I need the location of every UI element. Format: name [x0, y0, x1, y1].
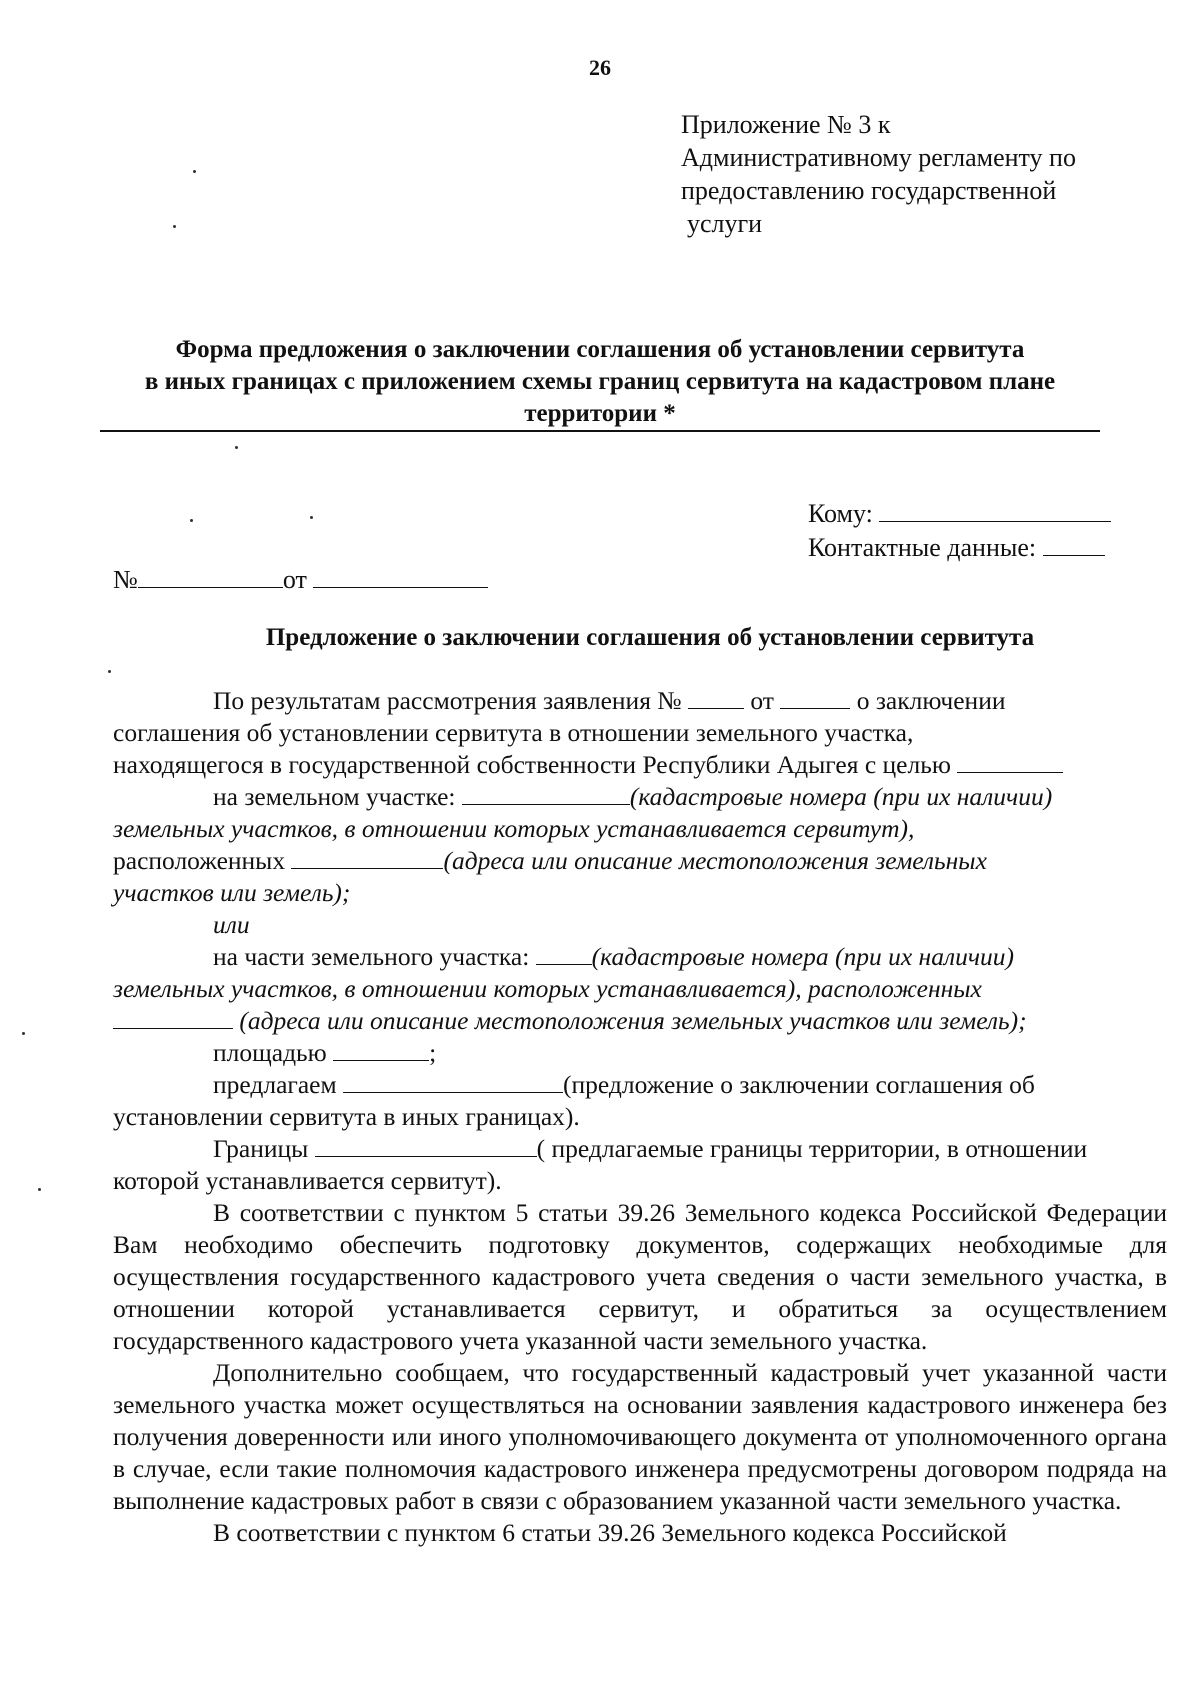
text: земельных участков, в отношении которых устанавливается), расположенных [113, 974, 982, 1003]
text: ( предлагаемые границы территории, в отношении [536, 1134, 1088, 1163]
appendix-note [681, 108, 1151, 240]
text: предлагаем [213, 1070, 337, 1099]
address-field[interactable] [291, 846, 443, 869]
scan-speck [108, 670, 111, 673]
scan-speck [38, 1188, 41, 1191]
contacts-field[interactable] [1043, 533, 1105, 556]
cadastral-part-field[interactable] [536, 942, 592, 965]
scan-speck [193, 170, 196, 173]
date-field[interactable] [313, 565, 488, 588]
paragraph [113, 845, 1167, 877]
text: земельных участков, в отношении которых устанавливается сервитут), [113, 814, 915, 843]
paragraph: Дополнительно сообщаем, что государственный кадастровый учет указанной части земельного участка может осуществляться на основании заявления кадастрового инженера без получения доверенности или иного уполномочивающего документа от уполномоченного органа в случае, если такие полномочия кадастрового инженера предусмотрены договором подряда на выполнение кадастровых работ в связи с образованием указанной части земельного участка. [113, 1358, 1167, 1515]
paragraph [113, 1133, 1167, 1165]
purpose-field[interactable] [957, 750, 1063, 773]
text: находящегося в государственной собственности Республики Адыгея с целью [113, 750, 951, 779]
recipient-block [808, 497, 1138, 565]
paragraph [113, 973, 1167, 1005]
paragraph [113, 749, 1167, 781]
text: о заключении [856, 686, 1006, 715]
form-title-line: территории * [100, 398, 1100, 432]
proposal-heading: Предложение о заключении соглашения об установлении сервитута [265, 624, 1035, 651]
area-field[interactable] [333, 1038, 429, 1061]
to-label: Кому: [808, 499, 873, 528]
form-title-line: Форма предложения о заключении соглашения об установлении сервитута [175, 336, 1025, 363]
document-number-line [113, 564, 488, 596]
paragraph [113, 941, 1167, 973]
paragraph: или [213, 910, 250, 939]
scan-speck [190, 519, 193, 522]
text: (кадастровые номера (при их наличии) [629, 782, 1053, 811]
paragraph [113, 1037, 1167, 1069]
form-title-line: в иных границах с приложением схемы границ сервитута на кадастровом плане [144, 368, 1056, 395]
form-title [100, 334, 1100, 432]
scan-speck [310, 516, 313, 519]
page-number: 26 [589, 55, 611, 80]
text: от [750, 686, 774, 715]
paragraph: которой устанавливается сервитут). [113, 1166, 502, 1195]
text: ; [429, 1038, 437, 1067]
contacts-label: Контактные данные: [808, 533, 1037, 562]
paragraph [113, 781, 1167, 813]
address-part-field[interactable] [113, 1006, 233, 1029]
scan-speck [235, 446, 238, 449]
number-field[interactable] [138, 565, 283, 588]
text: на части земельного участка: [213, 942, 530, 971]
paragraph: участков или земель); [113, 878, 351, 907]
paragraph: установлении сервитута в иных границах). [113, 1102, 580, 1131]
date-label: от [282, 565, 307, 594]
boundaries-field[interactable] [315, 1134, 537, 1157]
number-label: № [113, 565, 138, 594]
paragraph [113, 1069, 1167, 1101]
text: на земельном участке: [213, 782, 456, 811]
paragraph: соглашения об установлении сервитута в отношении земельного участка, [113, 718, 914, 747]
text: площадью [213, 1038, 327, 1067]
to-field[interactable] [879, 499, 1111, 522]
paragraph: В соответствии с пунктом 5 статьи 39.26 Земельного кодекса Российской Федерации Вам необходимо обеспечить подготовку документов, содержащих необходимые для осуществления государственного кадастрового учета сведения о части земельного участка, в отношении которой устанавливается сервитут, и обратиться за осуществлением государственного кадастрового учета указанной части земельного участка. [113, 1198, 1167, 1355]
appendix-line: предоставлению государственной [681, 176, 1057, 205]
text: (адреса или описание местоположения земельных участков или земель); [239, 1006, 1027, 1035]
paragraph [113, 813, 1167, 845]
cadastral-field[interactable] [462, 782, 630, 805]
paragraph [113, 1005, 1167, 1037]
appendix-line: услуги [687, 209, 763, 238]
scan-speck [173, 225, 176, 228]
paragraph [113, 685, 1167, 717]
appendix-line: Приложение № 3 к [681, 110, 891, 139]
text: (кадастровые номера (при их наличии) [591, 942, 1014, 971]
text: (адреса или описание местоположения земельных [443, 846, 987, 875]
scan-speck [22, 1032, 25, 1035]
text: (предложение о заключении соглашения об [563, 1070, 1035, 1099]
text: По результатам рассмотрения заявления № [213, 686, 682, 715]
text: расположенных [113, 846, 286, 875]
appendix-line: Административному регламенту по [681, 143, 1076, 172]
application-date-field[interactable] [780, 686, 850, 709]
text: Границы [213, 1134, 309, 1163]
proposal-body [113, 685, 1167, 1549]
proposal-field[interactable] [343, 1070, 563, 1093]
application-number-field[interactable] [688, 686, 744, 709]
paragraph: В соответствии с пунктом 6 статьи 39.26 Земельного кодекса Российской [213, 1518, 1007, 1547]
